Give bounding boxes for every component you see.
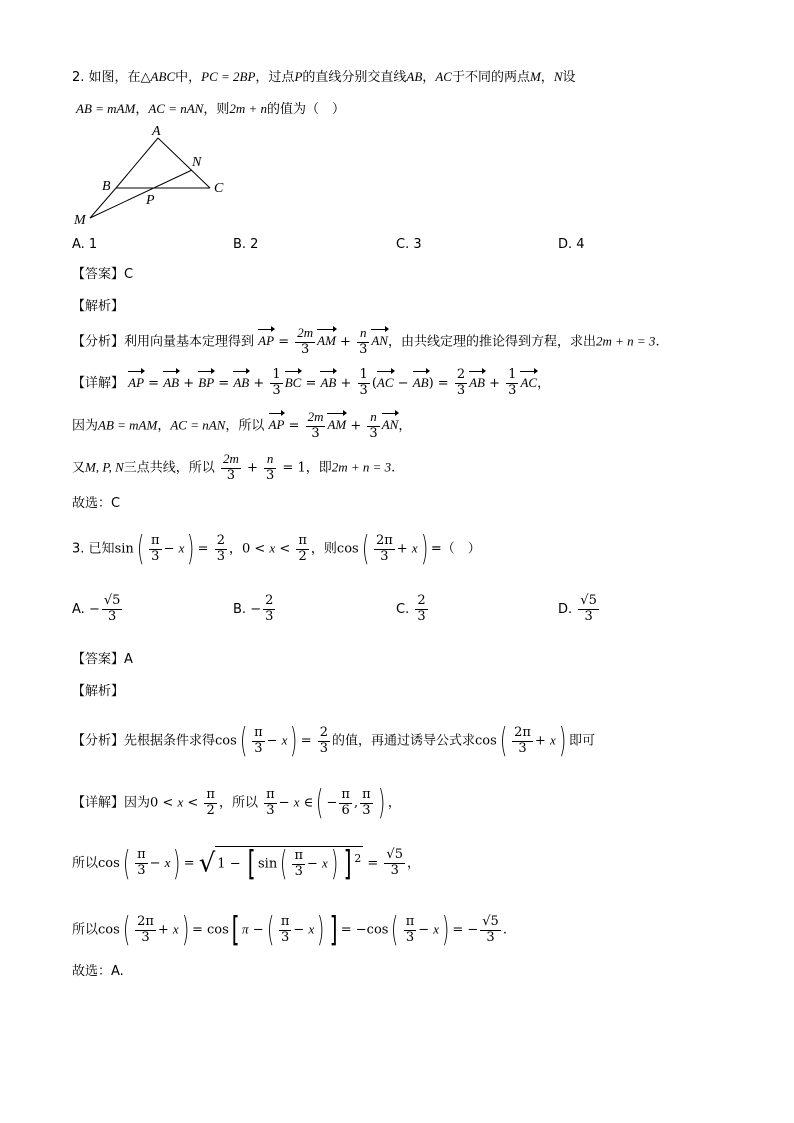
q2-triangle: △ABC: [140, 69, 176, 84]
q3-fenxi: 【分析】先根据条件求得cos( $\frac{\pi}{3}$ − x) = $\frac{2}{3}$ 的值，再通过诱导公式求cos( $\frac{2\pi}{3}$ + x) 即可: [72, 721, 595, 761]
q2-sep: ，: [135, 102, 149, 117]
fenxi-text: 的值，再通过诱导公式求: [332, 733, 476, 749]
opt-num: 2: [265, 593, 274, 608]
q3-option-c[interactable]: [396, 594, 430, 625]
q2-answer: [72, 268, 133, 281]
opt-label: B.: [233, 601, 247, 617]
q2-text: 于不同的两点: [451, 70, 530, 85]
text-suoyi: ，所以: [225, 418, 265, 434]
opt-sign: −: [88, 601, 100, 617]
q3-number: 3.: [72, 541, 85, 557]
fenxi-text: 先根据条件求得: [124, 733, 216, 749]
label-c: C: [214, 181, 224, 196]
q2-xiangjie-3: 又M, P, N三点共线，所以 $\frac{2m}{3}$ + $\frac{n}{3}$ = 1，即2m + n = 3.: [72, 451, 396, 483]
q2-xiangjie-2: 因为AB = mAM，AC = nAN，所以 AP = $\frac{2m}{3}$ AM + $\frac{n}{3}$ AN，: [72, 409, 412, 441]
q2-ac: AC: [435, 69, 452, 84]
opt-num: 2: [417, 593, 426, 608]
q2-text: 中，: [175, 70, 202, 85]
opt-den: 3: [265, 608, 274, 624]
line-mn: [90, 170, 192, 218]
text-yinwei: 因为: [72, 418, 99, 434]
fenxi-text: 利用向量基本定理得到: [124, 334, 255, 350]
label-m: M: [74, 213, 86, 228]
q2-condition: PC = 2BP: [201, 69, 256, 84]
q3-answer: [72, 653, 133, 666]
label-b: B: [102, 179, 111, 194]
q2-triangle-figure: [70, 120, 240, 230]
q2-option-b[interactable]: B. 2: [233, 237, 259, 252]
answer-label: 【答案】: [72, 652, 125, 667]
q2-text: ，过点: [255, 70, 295, 85]
q3-stem: 3. 已知sin( $\frac{\pi}{3}$ − x) = $\frac{2}{3}$ ，0 < x < $\frac{\pi}{2}$ ，则cos( $\frac{2\pi}{3}$ + x) =（ ）: [72, 529, 481, 569]
opt-label: A.: [72, 601, 85, 617]
q2-sep: ，: [540, 70, 554, 85]
xiangjie-label: 【详解】: [72, 795, 125, 811]
q3-option-d[interactable]: [558, 594, 601, 625]
text-suoyi: 所以: [72, 922, 99, 938]
q2-result: 2m + n = 3: [331, 459, 392, 475]
text-you: 又: [72, 460, 86, 476]
q2-option-d[interactable]: D. 4: [558, 237, 585, 252]
fenxi-result: 2m + n = 3: [596, 333, 656, 349]
answer-label: 【答案】: [72, 267, 125, 282]
xiangjie-label: 【详解】: [72, 375, 125, 391]
q3-option-b[interactable]: [233, 594, 277, 625]
q2-xiangjie-1: 【详解】 AP = AB + BP = AB + $\frac{1}{3}$ BC = AB + $\frac{1}{3}$ (AC − AB) = $\frac{2}{3}$ AB + $\frac{1}{3}$ AC，: [72, 367, 551, 398]
answer-value: C: [124, 267, 134, 282]
q2-n: N: [553, 69, 563, 84]
q2-guxuan: 故选：C: [72, 496, 121, 511]
text-ji: ，即: [305, 460, 332, 476]
q2-option-a[interactable]: A. 1: [72, 237, 98, 252]
q2-m: M: [529, 69, 541, 84]
answer-value: A: [124, 652, 133, 667]
fenxi-text: 即可: [568, 733, 595, 749]
label-a: A: [152, 124, 161, 139]
text-sandian: 三点共线，所以: [123, 460, 215, 476]
q3-option-a[interactable]: [72, 594, 124, 625]
q2-point-p: P: [294, 69, 303, 84]
q3-text: 已知: [88, 541, 115, 557]
q2-text: 设: [562, 70, 576, 85]
q2-ab: AB: [406, 69, 423, 84]
q2-number: 2.: [72, 70, 85, 85]
q2-text: 的直线分别交直线: [302, 70, 407, 85]
q2-stem-line2: [76, 102, 345, 116]
label-n: N: [192, 155, 202, 170]
q2-text: ，则: [203, 102, 230, 117]
fenxi-text: ，由共线定理的推论得到方程，求出: [387, 334, 596, 350]
opt-sign: −: [250, 601, 262, 617]
opt-label: D.: [558, 601, 573, 617]
fenxi-label: 【分析】: [72, 733, 125, 749]
opt-den: 3: [417, 608, 426, 624]
q2-text: 的值为（ ）: [267, 102, 346, 117]
q3-text: ，则: [310, 541, 337, 557]
text-yinwei: 因为: [124, 795, 151, 811]
q2-sep: ，: [422, 70, 436, 85]
q3-analysis-heading: 【解析】: [72, 684, 125, 699]
q3-xiangjie-1: 【详解】因为0 < x < $\frac{\pi}{2}$ ，所以 $\frac{\pi}{3}$ − x ∈( − $\frac{\pi}{6}$ , $\frac{\pi}{3}$ ) ，: [72, 783, 401, 823]
q2-fenxi: 【分析】利用向量基本定理得到 AP = $\frac{2m}{3}$ AM + $\frac{n}{3}$ AN，由共线定理的推论得到方程，求出2m + n = 3.: [72, 325, 660, 357]
opt-label: C.: [396, 601, 410, 617]
q2-analysis-heading: 【解析】: [72, 299, 125, 314]
q2-ac-eq: AC = nAN: [170, 417, 226, 433]
q2-ac-eq: AC = nAN: [148, 101, 204, 116]
text-suoyi: 所以: [72, 856, 99, 871]
q2-mpn: M, P, N: [85, 459, 124, 475]
label-p: P: [146, 193, 155, 208]
q2-stem-line1: [72, 70, 576, 84]
side-ac: [158, 138, 210, 188]
opt-num: √5: [580, 593, 597, 608]
q2-ab-eq: AB = mAM: [98, 417, 158, 433]
q2-option-c[interactable]: C. 3: [396, 237, 422, 252]
text-suoyi: ，所以: [218, 795, 258, 811]
q3-xiangjie-3: 所以cos( $\frac{2\pi}{3}$ + x) = cos[ π −( $\frac{\pi}{3}$ − x) ] = −cos( $\frac{\pi}{3}$ − x) = − $\frac{√5}{3}$ .: [72, 910, 507, 950]
q2-sep: ，: [157, 418, 171, 434]
q2-expr: 2m + n: [229, 101, 268, 116]
q2-ab-eq: AB = mAM: [76, 101, 136, 116]
fenxi-label: 【分析】: [72, 334, 125, 350]
q3-guxuan: 故选：A.: [72, 964, 124, 979]
opt-den: 3: [584, 608, 593, 624]
q2-text: 如图，在: [88, 70, 141, 85]
opt-num: √5: [103, 593, 121, 608]
q3-xiangjie-2: 所以cos( $\frac{\pi}{3}$ − x) = √ 1 − [ sin( $\frac{\pi}{3}$ − x) ] $^2$ = $\frac{√5}{3}$ ，: [72, 843, 420, 884]
q3-text: =（ ）: [430, 541, 481, 557]
opt-den: 3: [107, 608, 117, 624]
side-ab: [116, 138, 158, 188]
